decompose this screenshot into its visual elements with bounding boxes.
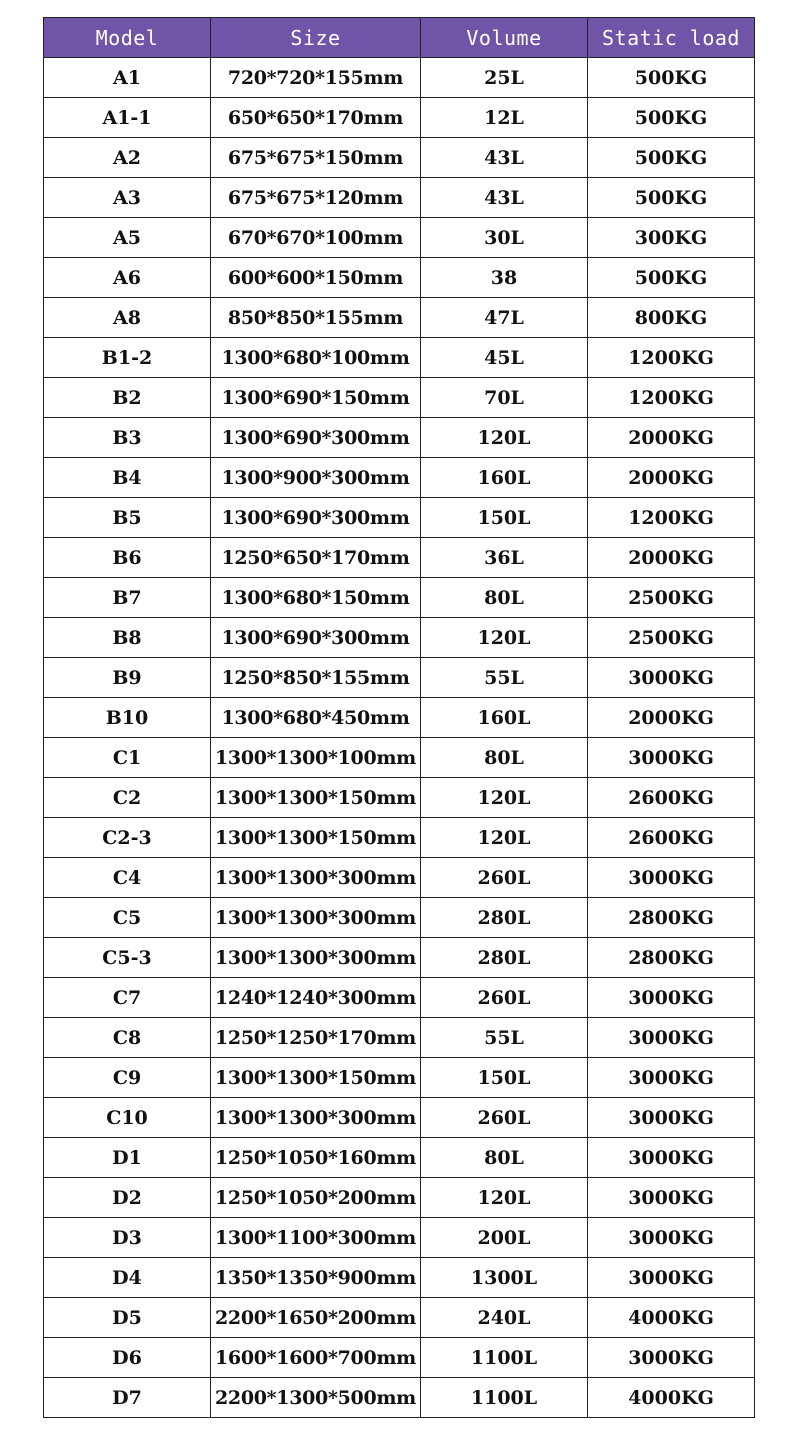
cell-size: 1300*1300*300mm <box>211 938 421 978</box>
cell-size: 675*675*120mm <box>211 178 421 218</box>
cell-model: D5 <box>44 1298 211 1338</box>
cell-static-load: 2800KG <box>588 938 755 978</box>
cell-volume: 55L <box>421 1018 588 1058</box>
table-row <box>44 1338 755 1378</box>
cell-size: 1300*680*150mm <box>211 578 421 618</box>
header-model: Model <box>44 18 211 58</box>
table-row <box>44 698 755 738</box>
cell-static-load: 3000KG <box>588 1098 755 1138</box>
table-row <box>44 138 755 178</box>
cell-volume: 45L <box>421 338 588 378</box>
cell-model: D3 <box>44 1218 211 1258</box>
spec-table <box>43 17 755 1418</box>
cell-size: 1300*680*450mm <box>211 698 421 738</box>
cell-model: A5 <box>44 218 211 258</box>
cell-size: 1300*1300*150mm <box>211 778 421 818</box>
cell-model: B2 <box>44 378 211 418</box>
cell-model: A3 <box>44 178 211 218</box>
cell-volume: 80L <box>421 578 588 618</box>
cell-volume: 47L <box>421 298 588 338</box>
cell-size: 1300*690*300mm <box>211 418 421 458</box>
table-row <box>44 458 755 498</box>
cell-volume: 120L <box>421 1178 588 1218</box>
cell-static-load: 2000KG <box>588 458 755 498</box>
table-row <box>44 98 755 138</box>
cell-size: 1300*1300*300mm <box>211 898 421 938</box>
table-row <box>44 298 755 338</box>
table-header <box>44 18 755 58</box>
cell-volume: 1100L <box>421 1338 588 1378</box>
table-row <box>44 258 755 298</box>
cell-static-load: 2000KG <box>588 418 755 458</box>
cell-size: 1240*1240*300mm <box>211 978 421 1018</box>
cell-model: B6 <box>44 538 211 578</box>
cell-volume: 1100L <box>421 1378 588 1418</box>
cell-static-load: 500KG <box>588 258 755 298</box>
table-row <box>44 818 755 858</box>
table-row <box>44 578 755 618</box>
cell-volume: 36L <box>421 538 588 578</box>
table-row <box>44 1138 755 1178</box>
table-row <box>44 338 755 378</box>
cell-model: B8 <box>44 618 211 658</box>
cell-volume: 80L <box>421 1138 588 1178</box>
cell-static-load: 3000KG <box>588 1018 755 1058</box>
cell-volume: 160L <box>421 698 588 738</box>
cell-static-load: 2500KG <box>588 578 755 618</box>
cell-static-load: 3000KG <box>588 1138 755 1178</box>
cell-size: 1250*650*170mm <box>211 538 421 578</box>
cell-static-load: 3000KG <box>588 1178 755 1218</box>
cell-static-load: 300KG <box>588 218 755 258</box>
cell-model: B10 <box>44 698 211 738</box>
cell-volume: 280L <box>421 898 588 938</box>
cell-static-load: 4000KG <box>588 1298 755 1338</box>
cell-static-load: 500KG <box>588 98 755 138</box>
cell-size: 1300*1300*100mm <box>211 738 421 778</box>
cell-volume: 38 <box>421 258 588 298</box>
cell-volume: 160L <box>421 458 588 498</box>
cell-size: 1250*1050*200mm <box>211 1178 421 1218</box>
cell-size: 1300*1300*300mm <box>211 858 421 898</box>
cell-size: 1300*690*150mm <box>211 378 421 418</box>
cell-static-load: 3000KG <box>588 978 755 1018</box>
cell-size: 1300*680*100mm <box>211 338 421 378</box>
cell-static-load: 2600KG <box>588 778 755 818</box>
table-row <box>44 938 755 978</box>
cell-model: C7 <box>44 978 211 1018</box>
cell-static-load: 3000KG <box>588 738 755 778</box>
cell-size: 1350*1350*900mm <box>211 1258 421 1298</box>
table-row <box>44 778 755 818</box>
cell-volume: 120L <box>421 778 588 818</box>
cell-volume: 12L <box>421 98 588 138</box>
table-row <box>44 1178 755 1218</box>
header-row <box>44 18 755 58</box>
table-row <box>44 1098 755 1138</box>
cell-size: 1250*1250*170mm <box>211 1018 421 1058</box>
cell-model: D4 <box>44 1258 211 1298</box>
cell-static-load: 3000KG <box>588 1218 755 1258</box>
cell-static-load: 2000KG <box>588 538 755 578</box>
cell-size: 1300*1300*300mm <box>211 1098 421 1138</box>
cell-size: 1300*1100*300mm <box>211 1218 421 1258</box>
table-row <box>44 498 755 538</box>
cell-static-load: 4000KG <box>588 1378 755 1418</box>
cell-static-load: 1200KG <box>588 498 755 538</box>
cell-volume: 80L <box>421 738 588 778</box>
cell-model: A1-1 <box>44 98 211 138</box>
cell-volume: 150L <box>421 498 588 538</box>
cell-model: C8 <box>44 1018 211 1058</box>
cell-static-load: 3000KG <box>588 1258 755 1298</box>
table-row <box>44 618 755 658</box>
cell-size: 850*850*155mm <box>211 298 421 338</box>
cell-volume: 200L <box>421 1218 588 1258</box>
cell-volume: 43L <box>421 138 588 178</box>
table-row <box>44 178 755 218</box>
table-body <box>44 58 755 1418</box>
cell-volume: 25L <box>421 58 588 98</box>
cell-static-load: 500KG <box>588 138 755 178</box>
table-row <box>44 858 755 898</box>
cell-model: C4 <box>44 858 211 898</box>
cell-volume: 240L <box>421 1298 588 1338</box>
table-row <box>44 1218 755 1258</box>
cell-model: C10 <box>44 1098 211 1138</box>
cell-volume: 280L <box>421 938 588 978</box>
cell-model: A1 <box>44 58 211 98</box>
cell-size: 1250*1050*160mm <box>211 1138 421 1178</box>
cell-static-load: 500KG <box>588 58 755 98</box>
cell-volume: 30L <box>421 218 588 258</box>
cell-model: A2 <box>44 138 211 178</box>
cell-model: C2-3 <box>44 818 211 858</box>
table-row <box>44 738 755 778</box>
cell-static-load: 2800KG <box>588 898 755 938</box>
cell-model: C9 <box>44 1058 211 1098</box>
cell-static-load: 3000KG <box>588 658 755 698</box>
cell-model: C5 <box>44 898 211 938</box>
table-row <box>44 1378 755 1418</box>
cell-static-load: 3000KG <box>588 1058 755 1098</box>
cell-size: 1250*850*155mm <box>211 658 421 698</box>
cell-static-load: 3000KG <box>588 1338 755 1378</box>
cell-model: D7 <box>44 1378 211 1418</box>
cell-volume: 55L <box>421 658 588 698</box>
cell-static-load: 1200KG <box>588 378 755 418</box>
cell-model: B5 <box>44 498 211 538</box>
cell-static-load: 2500KG <box>588 618 755 658</box>
header-size: Size <box>211 18 421 58</box>
cell-volume: 150L <box>421 1058 588 1098</box>
cell-static-load: 1200KG <box>588 338 755 378</box>
cell-model: B9 <box>44 658 211 698</box>
cell-static-load: 2000KG <box>588 698 755 738</box>
header-volume: Volume <box>421 18 588 58</box>
cell-model: A8 <box>44 298 211 338</box>
cell-model: B7 <box>44 578 211 618</box>
cell-volume: 43L <box>421 178 588 218</box>
cell-volume: 260L <box>421 1098 588 1138</box>
table-row <box>44 1258 755 1298</box>
table-row <box>44 378 755 418</box>
cell-size: 650*650*170mm <box>211 98 421 138</box>
cell-volume: 120L <box>421 618 588 658</box>
cell-model: D6 <box>44 1338 211 1378</box>
cell-volume: 260L <box>421 858 588 898</box>
table-row <box>44 978 755 1018</box>
cell-size: 1300*900*300mm <box>211 458 421 498</box>
table-row <box>44 898 755 938</box>
cell-size: 1300*690*300mm <box>211 498 421 538</box>
cell-static-load: 3000KG <box>588 858 755 898</box>
cell-size: 670*670*100mm <box>211 218 421 258</box>
cell-model: D2 <box>44 1178 211 1218</box>
cell-model: A6 <box>44 258 211 298</box>
cell-size: 2200*1300*500mm <box>211 1378 421 1418</box>
cell-size: 675*675*150mm <box>211 138 421 178</box>
cell-size: 1300*1300*150mm <box>211 1058 421 1098</box>
table-row <box>44 58 755 98</box>
cell-size: 1300*690*300mm <box>211 618 421 658</box>
header-static-load: Static load <box>588 18 755 58</box>
table-row <box>44 418 755 458</box>
cell-static-load: 2600KG <box>588 818 755 858</box>
cell-size: 720*720*155mm <box>211 58 421 98</box>
cell-size: 2200*1650*200mm <box>211 1298 421 1338</box>
cell-static-load: 500KG <box>588 178 755 218</box>
cell-volume: 1300L <box>421 1258 588 1298</box>
cell-size: 600*600*150mm <box>211 258 421 298</box>
table-row <box>44 1298 755 1338</box>
cell-size: 1600*1600*700mm <box>211 1338 421 1378</box>
table-row <box>44 1018 755 1058</box>
cell-model: C2 <box>44 778 211 818</box>
table-row <box>44 1058 755 1098</box>
cell-model: B3 <box>44 418 211 458</box>
table-row <box>44 658 755 698</box>
cell-model: C1 <box>44 738 211 778</box>
cell-model: B1-2 <box>44 338 211 378</box>
table-row <box>44 218 755 258</box>
cell-static-load: 800KG <box>588 298 755 338</box>
cell-volume: 120L <box>421 818 588 858</box>
cell-model: D1 <box>44 1138 211 1178</box>
cell-model: B4 <box>44 458 211 498</box>
cell-volume: 120L <box>421 418 588 458</box>
cell-model: C5-3 <box>44 938 211 978</box>
cell-volume: 260L <box>421 978 588 1018</box>
table-row <box>44 538 755 578</box>
cell-volume: 70L <box>421 378 588 418</box>
cell-size: 1300*1300*150mm <box>211 818 421 858</box>
